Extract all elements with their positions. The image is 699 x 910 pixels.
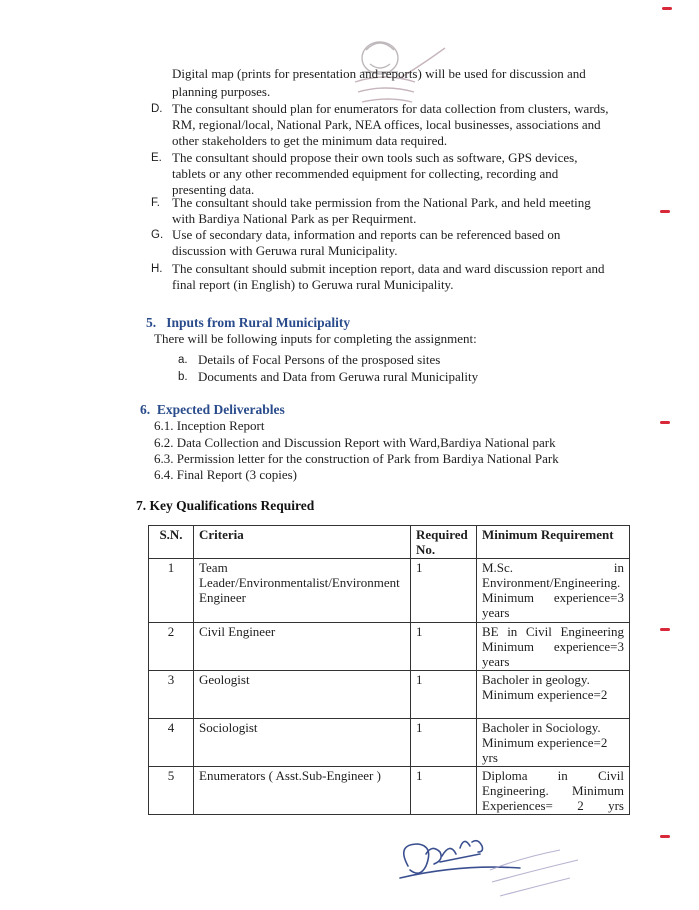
column-header: Minimum Requirement bbox=[477, 526, 630, 559]
margin-mark bbox=[660, 628, 670, 631]
cell-criteria: Civil Engineer bbox=[194, 623, 411, 671]
item-letter: G. bbox=[151, 229, 164, 241]
cell-required: 1 bbox=[411, 671, 477, 719]
table-header-row bbox=[149, 526, 630, 559]
cell-sn: 1 bbox=[149, 559, 194, 623]
item-line: The consultant should plan for enumerators for data collection from clusters, wards, bbox=[172, 101, 609, 116]
item-letter: E. bbox=[151, 152, 162, 164]
cell-criteria: Enumerators ( Asst.Sub-Engineer ) bbox=[194, 767, 411, 815]
section-6-heading: 6. Expected Deliverables bbox=[140, 402, 285, 417]
cell-minimum: Diploma in Civil Engineering. Minimum Experiences= 2 yrs bbox=[477, 767, 630, 815]
section-5-heading: 5. Inputs from Rural Municipality bbox=[146, 315, 351, 330]
cell-sn: 3 bbox=[149, 671, 194, 719]
cell-minimum: Bacholer in geology. Minimum experience=2 bbox=[477, 671, 630, 719]
table-row bbox=[149, 767, 630, 815]
deliverable-item: 6.3. Permission letter for the construction of Park from Bardiya National Park bbox=[154, 451, 559, 466]
subitem-text: Documents and Data from Geruwa rural Municipality bbox=[198, 369, 479, 384]
intro-line-2: planning purposes. bbox=[172, 84, 271, 99]
item-line: Use of secondary data, information and reports can be referenced based on bbox=[172, 227, 561, 242]
cell-sn: 2 bbox=[149, 623, 194, 671]
item-line: other stakeholders to get the minimum data required. bbox=[172, 133, 448, 148]
deliverable-item: 6.1. Inception Report bbox=[154, 418, 265, 433]
cell-required: 1 bbox=[411, 719, 477, 767]
item-line: presenting data. bbox=[172, 182, 255, 197]
table-row bbox=[149, 671, 630, 719]
cell-criteria: Geologist bbox=[194, 671, 411, 719]
margin-mark bbox=[660, 421, 670, 424]
table-row bbox=[149, 559, 630, 623]
item-letter: H. bbox=[151, 263, 163, 275]
cell-required: 1 bbox=[411, 767, 477, 815]
cell-required: 1 bbox=[411, 559, 477, 623]
cell-minimum: BE in Civil Engineering Minimum experience=3 years bbox=[477, 623, 630, 671]
subitem-letter: a. bbox=[178, 354, 188, 366]
cell-sn: 4 bbox=[149, 719, 194, 767]
column-header: Required No. bbox=[411, 526, 477, 559]
deliverable-item: 6.2. Data Collection and Discussion Report with Ward,Bardiya National park bbox=[154, 435, 556, 450]
item-letter: F. bbox=[151, 197, 160, 209]
column-header: Criteria bbox=[194, 526, 411, 559]
item-line: discussion with Geruwa rural Municipality. bbox=[172, 243, 398, 258]
deliverable-item: 6.4. Final Report (3 copies) bbox=[154, 467, 297, 482]
column-header: S.N. bbox=[149, 526, 194, 559]
subitem-text: Details of Focal Persons of the prosposed sites bbox=[198, 352, 441, 367]
cell-sn: 5 bbox=[149, 767, 194, 815]
cell-minimum: Bacholer in Sociology. Minimum experience=2 yrs bbox=[477, 719, 630, 767]
margin-mark bbox=[660, 835, 670, 838]
item-line: tablets or any other recommended equipment for collecting, recording and bbox=[172, 166, 559, 181]
item-line: with Bardiya National Park as per Requirment. bbox=[172, 211, 417, 226]
item-line: The consultant should take permission from the National Park, and held meeting bbox=[172, 195, 591, 210]
item-line: final report (in English) to Geruwa rural Municipality. bbox=[172, 277, 454, 292]
table-row bbox=[149, 623, 630, 671]
intro-line-1: Digital map (prints for presentation and reports) will be used for discussion and bbox=[172, 66, 586, 81]
item-line: The consultant should propose their own tools such as software, GPS devices, bbox=[172, 150, 578, 165]
cell-criteria: Sociologist bbox=[194, 719, 411, 767]
table-row bbox=[149, 719, 630, 767]
cell-criteria: Team Leader/Environmentalist/Environment Engineer bbox=[194, 559, 411, 623]
signature-stamp bbox=[380, 820, 620, 910]
subitem-letter: b. bbox=[178, 371, 188, 383]
margin-mark bbox=[660, 210, 670, 213]
margin-mark bbox=[662, 7, 672, 10]
section-7-heading: 7. Key Qualifications Required bbox=[136, 498, 315, 513]
section-5-intro: There will be following inputs for completing the assignment: bbox=[154, 331, 477, 346]
qualifications-table bbox=[148, 525, 630, 815]
cell-minimum: M.Sc. in Environment/Engineering. Minimum experience=3 years bbox=[477, 559, 630, 623]
item-line: RM, regional/local, National Park, NEA offices, local businesses, associations and bbox=[172, 117, 601, 132]
cell-required: 1 bbox=[411, 623, 477, 671]
item-letter: D. bbox=[151, 103, 163, 115]
item-line: The consultant should submit inception report, data and ward discussion report and bbox=[172, 261, 605, 276]
